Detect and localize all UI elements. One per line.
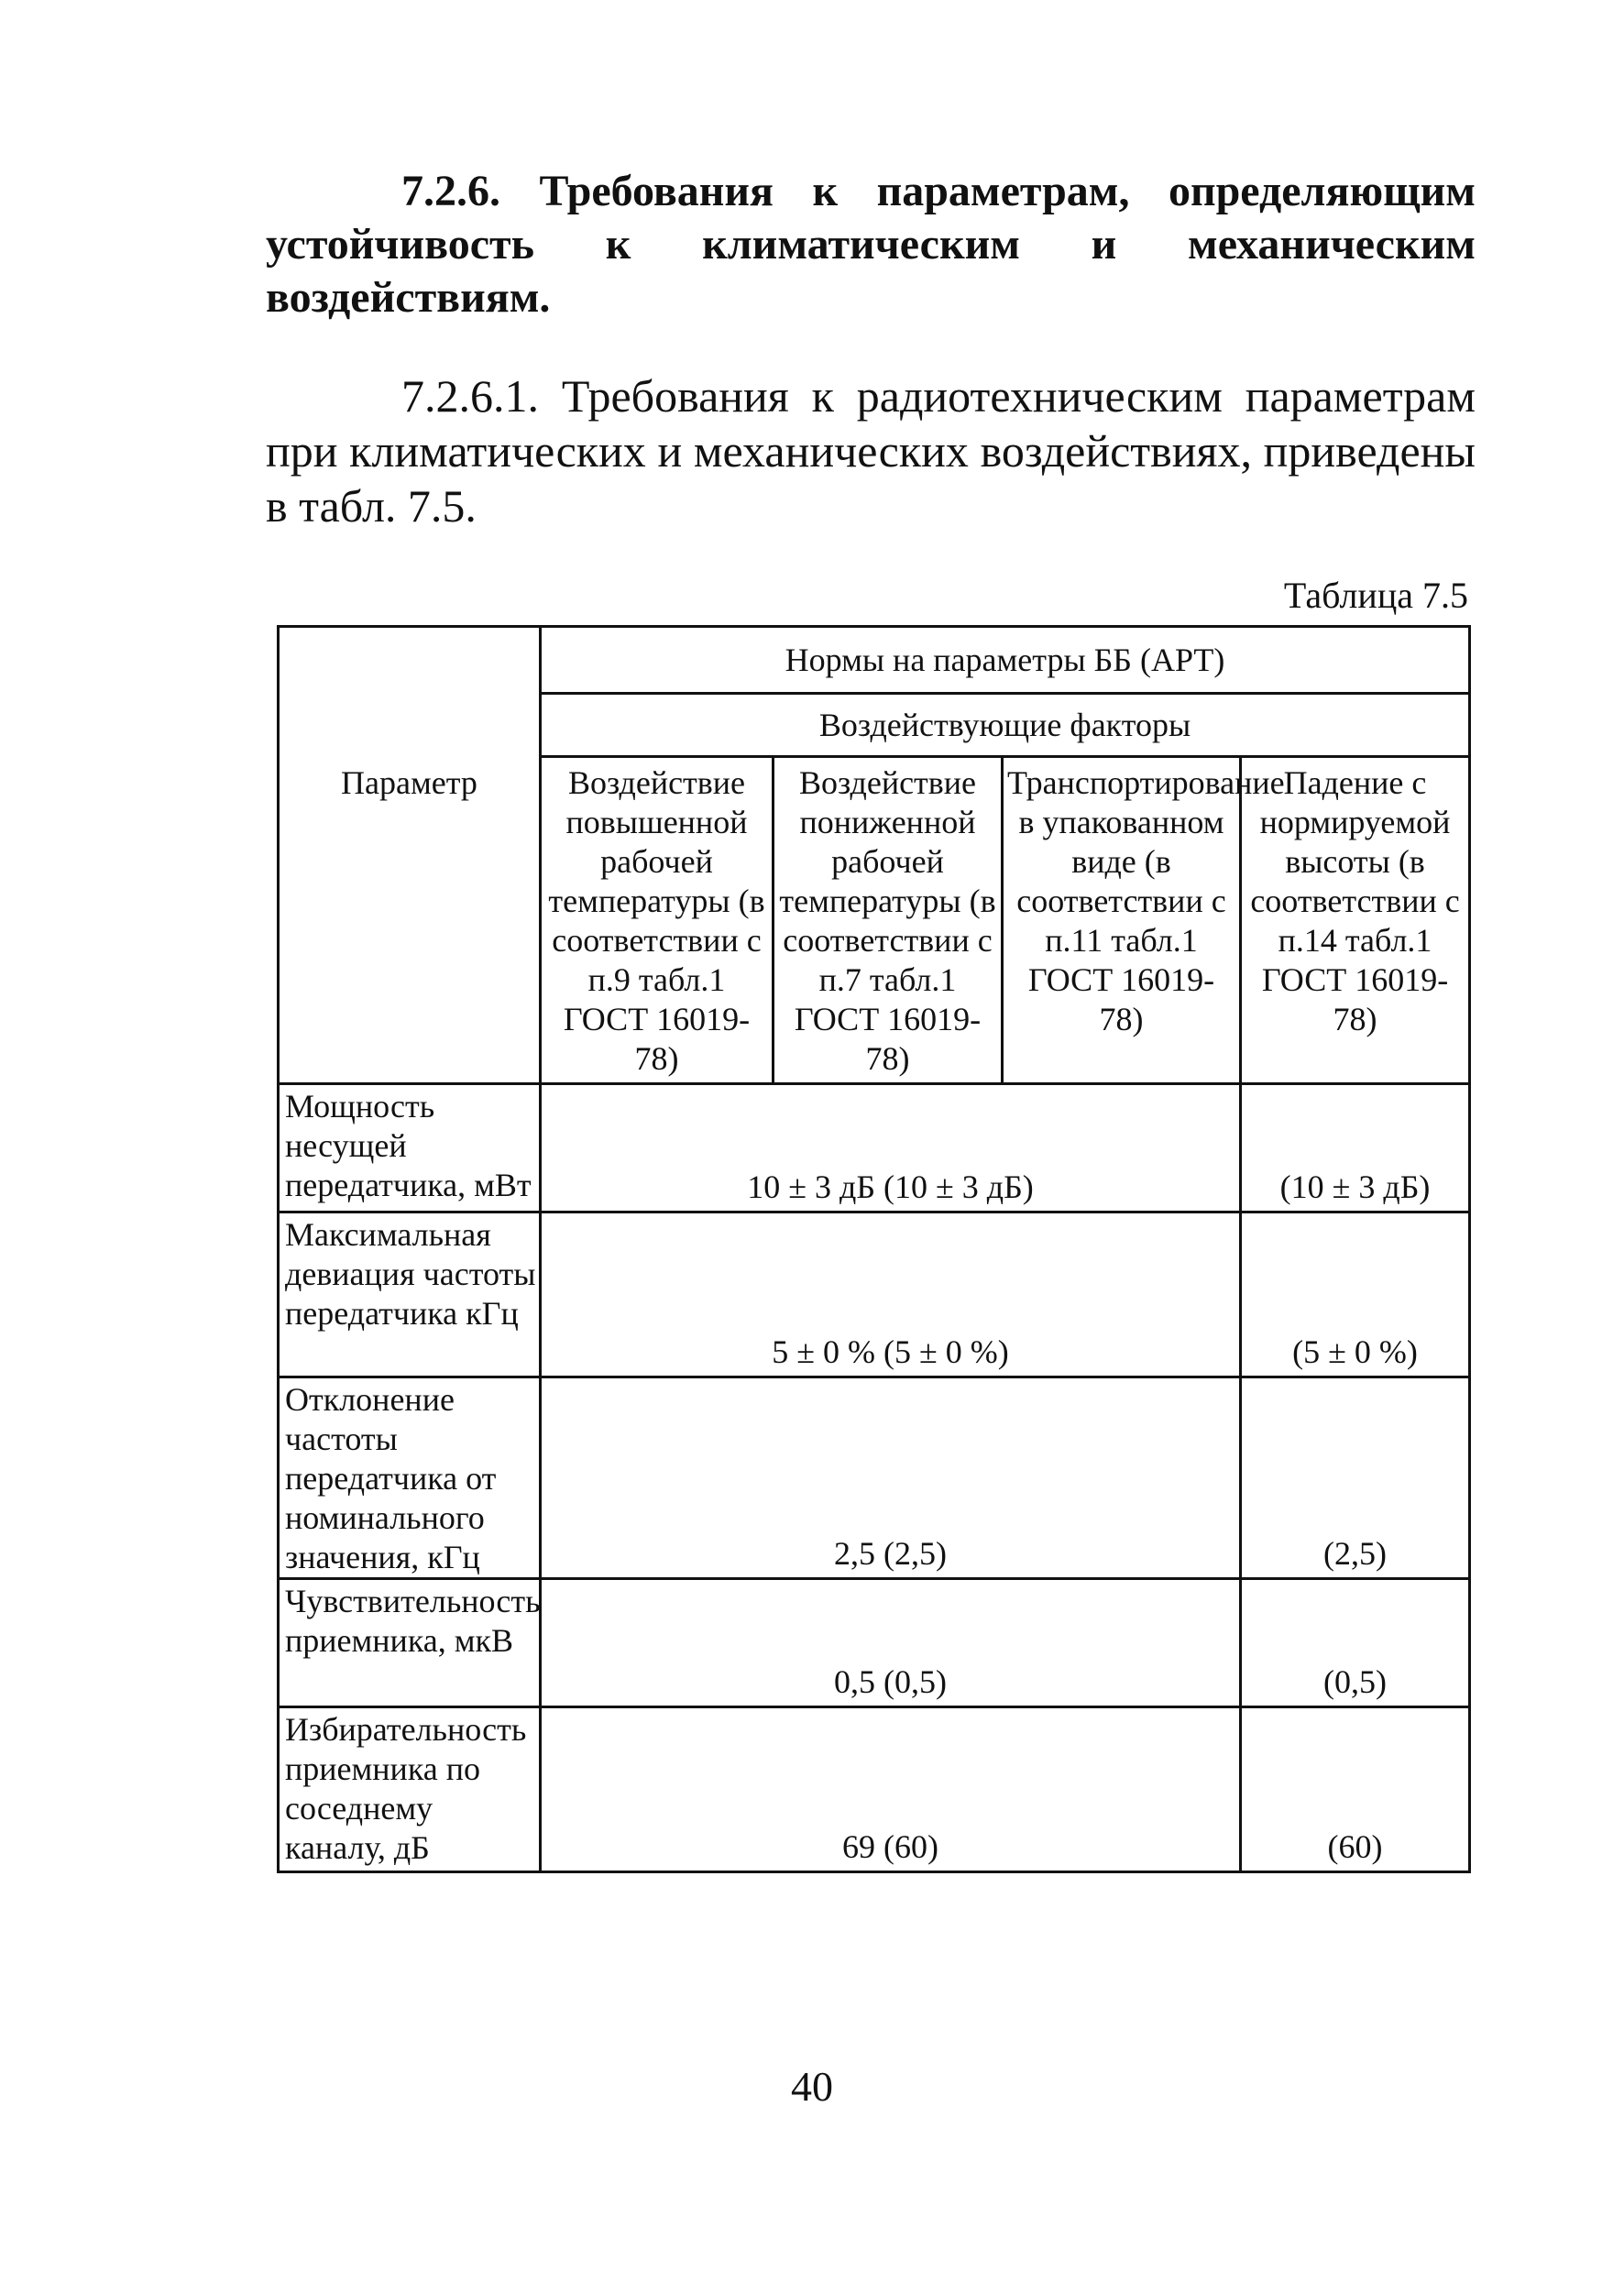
section-paragraph-text: 7.2.6.1. Требования к радиотехническим параметрам при климатических и механических воздействиях, приведены в табл. 7.5. [266, 370, 1476, 532]
row-side-value: (5 ± 0 %) [1241, 1212, 1470, 1377]
table-caption: Таблица 7.5 [1283, 575, 1468, 616]
row-side-value: (10 ± 3 дБ) [1241, 1084, 1470, 1212]
page-number: 40 [791, 2063, 833, 2110]
table-row [279, 1377, 1470, 1579]
row-side-value: (60) [1241, 1707, 1470, 1872]
row-side-value: (2,5) [1241, 1377, 1470, 1579]
factor-header-high-temp: Воздействие повышенной рабочей температуры (в соответствии с п.9 табл.1 ГОСТ 16019-78) [541, 757, 774, 1084]
factor-header-transport: Транспортирование в упакованном виде (в соответствии с п.11 табл.1 ГОСТ 16019-78) [1003, 757, 1241, 1084]
section-paragraph [266, 368, 1476, 533]
section-heading [266, 165, 1476, 324]
table-row [279, 1084, 1470, 1212]
parameters-table [277, 625, 1471, 1873]
param-column-header: Параметр [279, 627, 541, 1084]
section-heading-text: 7.2.6. Требования к параметрам, определяющим устойчивость к климатическим и механическим воздействиям. [266, 167, 1476, 322]
row-main-value: 69 (60) [541, 1707, 1241, 1872]
table-row [279, 1579, 1470, 1707]
factors-header: Воздействующие факторы [541, 694, 1470, 757]
row-side-value: (0,5) [1241, 1579, 1470, 1707]
row-main-value: 0,5 (0,5) [541, 1579, 1241, 1707]
row-param-label: Мощность несущей передатчика, мВт [279, 1084, 541, 1212]
row-param-label: Чувствительность приемника, мкВ [279, 1579, 541, 1707]
row-main-value: 5 ± 0 % (5 ± 0 %) [541, 1212, 1241, 1377]
norms-header: Нормы на параметры ББ (АРТ) [541, 627, 1470, 694]
factor-header-drop: Падение с нормируемой высоты (в соответствии с п.14 табл.1 ГОСТ 16019-78) [1241, 757, 1470, 1084]
row-main-value: 2,5 (2,5) [541, 1377, 1241, 1579]
factor-header-low-temp: Воздействие пониженной рабочей температуры (в соответствии с п.7 табл.1 ГОСТ 16019-78) [774, 757, 1003, 1084]
row-param-label: Максимальная девиация частоты передатчика кГц [279, 1212, 541, 1377]
row-param-label: Отклонение частоты передатчика от номинального значения, кГц [279, 1377, 541, 1579]
row-param-label: Избирательность приемника по соседнему каналу, дБ [279, 1707, 541, 1872]
table-header-row-norms [279, 627, 1470, 694]
table-row [279, 1212, 1470, 1377]
row-main-value: 10 ± 3 дБ (10 ± 3 дБ) [541, 1084, 1241, 1212]
table-row [279, 1707, 1470, 1872]
